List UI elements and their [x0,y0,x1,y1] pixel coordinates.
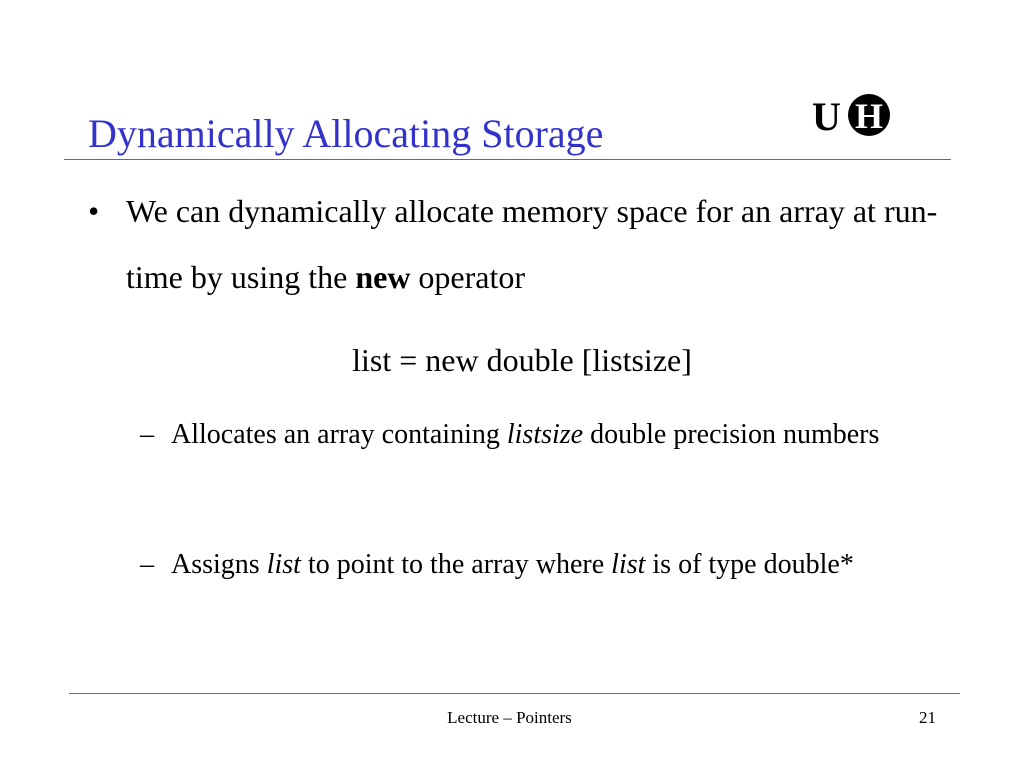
bullet-text-before: We can dynamically allocate memory space for an array at run-time by using the [126,193,938,295]
code-example: list = new double [listsize] [352,342,692,378]
sub-text-middle: to point to the array where [300,549,612,580]
sub-bullet-marker: – [140,419,154,450]
footer-label: Lecture – Pointers [447,708,572,727]
sub-text-emphasis: listsize [506,419,584,450]
slide-title: Dynamically Allocating Storage [88,111,604,156]
sub-bullet-text [171,404,941,466]
title-divider [64,159,951,160]
logo-letter-h: H [854,96,884,136]
bullet-keyword: new [355,259,411,295]
sub-text-before: Assigns [171,549,267,580]
sub-text-after: is of type double* [645,549,854,580]
sub-text-before: Allocates an array containing [171,419,507,450]
uh-logo-icon [812,92,896,140]
footer-divider [69,693,960,694]
bullet-text-after: operator [410,259,526,295]
page-number: 21 [919,708,936,727]
sub-bullet-text [171,534,941,596]
bullet-text [126,178,946,310]
sub-text-emphasis: list [611,549,646,580]
bullet-marker: • [88,193,100,229]
sub-text-after: double precision numbers [583,419,880,450]
sub-text-emphasis: list [266,549,301,580]
logo-letter-u: U [812,94,841,139]
sub-bullet-marker: – [140,549,154,580]
